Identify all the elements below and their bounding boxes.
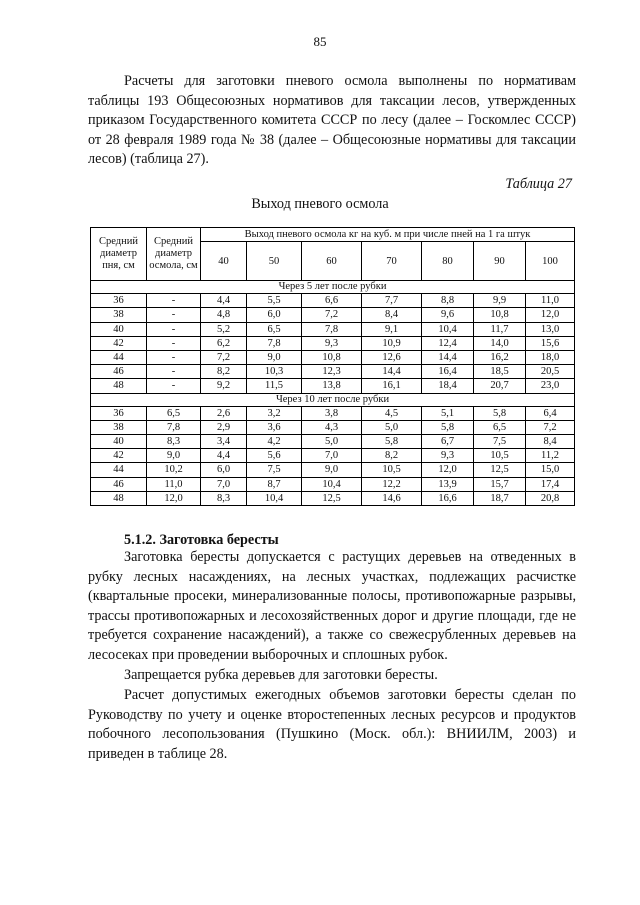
table-cell: 48	[91, 379, 147, 393]
table-cell: -	[147, 379, 201, 393]
table-cell: 16,6	[422, 491, 474, 505]
table-cell: 8,7	[247, 477, 302, 491]
table-row	[91, 322, 575, 336]
table-row	[91, 420, 575, 434]
table-cell: 42	[91, 449, 147, 463]
table-cell: 42	[91, 336, 147, 350]
table-cell: -	[147, 351, 201, 365]
table-cell: 44	[91, 351, 147, 365]
table-cell: 4,2	[247, 435, 302, 449]
table-cell: 5,8	[362, 435, 422, 449]
table-cell: 8,3	[201, 491, 247, 505]
table-cell: 8,3	[147, 435, 201, 449]
table-cell: 5,1	[422, 406, 474, 420]
table-cell: 6,4	[526, 406, 575, 420]
table-cell: 14,6	[362, 491, 422, 505]
table-cell: 7,8	[147, 420, 201, 434]
table-cell: 7,0	[201, 477, 247, 491]
table-cell: 12,0	[147, 491, 201, 505]
table-cell: 12,3	[302, 365, 362, 379]
table-cell: 38	[91, 308, 147, 322]
table-cell: 10,8	[474, 308, 526, 322]
table-cell: 6,2	[201, 336, 247, 350]
table-cell: 12,5	[302, 491, 362, 505]
table-row	[91, 365, 575, 379]
table-cell: 40	[91, 322, 147, 336]
table-cell: 7,2	[302, 308, 362, 322]
table-cell: 48	[91, 491, 147, 505]
table-cell: 10,9	[362, 336, 422, 350]
table-cell: 12,0	[422, 463, 474, 477]
table-cell: -	[147, 294, 201, 308]
table-cell: 14,0	[474, 336, 526, 350]
table-cell: 9,2	[201, 379, 247, 393]
table-cell: 11,0	[526, 294, 575, 308]
table-cell: -	[147, 308, 201, 322]
header-stump-count: 80	[422, 242, 474, 281]
table-cell: 18,4	[422, 379, 474, 393]
table-cell: 3,8	[302, 406, 362, 420]
table-cell: 7,5	[247, 463, 302, 477]
table-cell: 6,6	[302, 294, 362, 308]
section-10-years-rows	[91, 406, 575, 505]
table-cell: 6,5	[147, 406, 201, 420]
table-cell: 13,8	[302, 379, 362, 393]
table-cell: 10,5	[474, 449, 526, 463]
table-cell: 4,3	[302, 420, 362, 434]
table-cell: 5,5	[247, 294, 302, 308]
table-cell: 9,6	[422, 308, 474, 322]
table-cell: 10,2	[147, 463, 201, 477]
table-cell: -	[147, 322, 201, 336]
table-cell: -	[147, 336, 201, 350]
table-row	[91, 351, 575, 365]
table-cell: 18,5	[474, 365, 526, 379]
table-cell: 7,7	[362, 294, 422, 308]
table-cell: 6,0	[201, 463, 247, 477]
table-row	[91, 308, 575, 322]
table-cell: 5,0	[302, 435, 362, 449]
table-cell: 20,8	[526, 491, 575, 505]
header-resin-diameter: Средний диаметр осмола, см	[147, 228, 201, 281]
table-cell: 9,1	[362, 322, 422, 336]
table-cell: 9,0	[147, 449, 201, 463]
table-cell: 46	[91, 365, 147, 379]
table-cell: 17,4	[526, 477, 575, 491]
table-label: Таблица 27	[505, 176, 572, 192]
table-cell: 4,8	[201, 308, 247, 322]
table-cell: 15,0	[526, 463, 575, 477]
table-cell: 7,8	[247, 336, 302, 350]
table-cell: 6,7	[422, 435, 474, 449]
table-cell: 5,8	[474, 406, 526, 420]
page-number: 85	[313, 34, 327, 49]
table-cell: 40	[91, 435, 147, 449]
table-cell: 12,0	[526, 308, 575, 322]
table-cell: 12,2	[362, 477, 422, 491]
table-cell: 5,6	[247, 449, 302, 463]
table-cell: 10,5	[362, 463, 422, 477]
table-cell: 7,5	[474, 435, 526, 449]
table-cell: 11,5	[247, 379, 302, 393]
header-yield: Выход пневого осмола кг на куб. м при числе пней на 1 га штук	[201, 228, 575, 242]
table-row	[91, 449, 575, 463]
table-cell: 3,2	[247, 406, 302, 420]
table-row	[91, 294, 575, 308]
table-cell: 9,3	[302, 336, 362, 350]
table-cell: 3,4	[201, 435, 247, 449]
table-title: Выход пневого осмола	[251, 196, 389, 212]
section-10-years-label: Через 10 лет после рубки	[91, 393, 575, 406]
table-cell: 2,6	[201, 406, 247, 420]
table-cell: 6,5	[247, 322, 302, 336]
table-cell: 16,1	[362, 379, 422, 393]
table-cell: 44	[91, 463, 147, 477]
table-cell: 8,2	[201, 365, 247, 379]
section-5-years-label: Через 5 лет после рубки	[91, 281, 575, 294]
table-cell: 5,0	[362, 420, 422, 434]
paragraph-prohibition: Запрещается рубка деревьев для заготовки бересты.	[124, 667, 438, 683]
table-row	[91, 463, 575, 477]
table-cell: 9,9	[474, 294, 526, 308]
table-row	[91, 379, 575, 393]
table-cell: 46	[91, 477, 147, 491]
table-row	[91, 435, 575, 449]
table-cell: 13,9	[422, 477, 474, 491]
table-cell: 11,0	[147, 477, 201, 491]
section-heading: 5.1.2. Заготовка бересты	[124, 532, 279, 548]
table-cell: 9,0	[247, 351, 302, 365]
table-cell: 5,2	[201, 322, 247, 336]
header-stump-count: 60	[302, 242, 362, 281]
paragraph-birch-bark-harvest: Заготовка бересты допускается с растущих деревьев на отведенных в рубку лесных насаждениях, на лесных участках, подлежащих расчистке (квартальные просеки, минерализованные полосы, противопожарные разрывы, трассы противопожарных и лесохозяйственных дорог и другие площади, где не требуется сохранение насаждений), а также со свежесрубленных деревьев на лесосеках при проведении выборочных и сплошных рубок.	[88, 549, 576, 663]
table-cell: -	[147, 365, 201, 379]
table-cell: 15,7	[474, 477, 526, 491]
table-cell: 10,4	[422, 322, 474, 336]
table-cell: 36	[91, 406, 147, 420]
table-cell: 14,4	[422, 351, 474, 365]
table-cell: 14,4	[362, 365, 422, 379]
table-cell: 13,0	[526, 322, 575, 336]
header-stump-count: 40	[201, 242, 247, 281]
table-cell: 16,4	[422, 365, 474, 379]
header-stump-diameter: Средний диаметр пня, см	[91, 228, 147, 281]
table-cell: 10,4	[247, 491, 302, 505]
table-cell: 10,8	[302, 351, 362, 365]
table-cell: 2,9	[201, 420, 247, 434]
table-row	[91, 336, 575, 350]
table-cell: 7,2	[201, 351, 247, 365]
table-cell: 9,3	[422, 449, 474, 463]
table-cell: 23,0	[526, 379, 575, 393]
header-stump-count: 90	[474, 242, 526, 281]
table-cell: 20,7	[474, 379, 526, 393]
table-cell: 5,8	[422, 420, 474, 434]
table-cell: 6,0	[247, 308, 302, 322]
table-cell: 18,0	[526, 351, 575, 365]
table-cell: 36	[91, 294, 147, 308]
table-cell: 12,4	[422, 336, 474, 350]
section-5-years-rows	[91, 294, 575, 393]
header-stump-count: 70	[362, 242, 422, 281]
table-cell: 10,4	[302, 477, 362, 491]
table-row	[91, 477, 575, 491]
intro-paragraph: Расчеты для заготовки пневого осмола выполнены по нормативам таблицы 193 Общесоюзных нормативов для таксации лесов, утвержденных приказом Государственного комитета СССР по лесу (далее – Госкомлес СССР) от 28 февраля 1989 года № 38 (далее – Общесоюзные нормативы для таксации лесов) (таблица 27).	[88, 73, 576, 168]
table-cell: 3,6	[247, 420, 302, 434]
table-cell: 4,4	[201, 294, 247, 308]
table-cell: 8,4	[526, 435, 575, 449]
table-cell: 38	[91, 420, 147, 434]
table-cell: 12,6	[362, 351, 422, 365]
table-row	[91, 491, 575, 505]
table-cell: 4,4	[201, 449, 247, 463]
table-cell: 16,2	[474, 351, 526, 365]
table-row	[91, 406, 575, 420]
table-cell: 7,8	[302, 322, 362, 336]
table-cell: 11,7	[474, 322, 526, 336]
table-cell: 6,5	[474, 420, 526, 434]
table-cell: 20,5	[526, 365, 575, 379]
table-cell: 15,6	[526, 336, 575, 350]
header-stump-count: 100	[526, 242, 575, 281]
table-cell: 4,5	[362, 406, 422, 420]
table-cell: 10,3	[247, 365, 302, 379]
table-cell: 9,0	[302, 463, 362, 477]
resin-yield-table	[90, 227, 575, 506]
table-cell: 7,2	[526, 420, 575, 434]
table-cell: 8,2	[362, 449, 422, 463]
table-cell: 12,5	[474, 463, 526, 477]
table-cell: 7,0	[302, 449, 362, 463]
table-cell: 11,2	[526, 449, 575, 463]
table-cell: 8,8	[422, 294, 474, 308]
table-cell: 8,4	[362, 308, 422, 322]
table-cell: 18,7	[474, 491, 526, 505]
header-stump-count: 50	[247, 242, 302, 281]
paragraph-calculation: Расчет допустимых ежегодных объемов заготовки бересты сделан по Руководству по учету и оценке второстепенных лесных ресурсов и продуктов побочного лесопользования (Пушкино (Моск. обл.): ВНИИЛМ, 2003) и приведен в таблице 28.	[88, 687, 576, 762]
